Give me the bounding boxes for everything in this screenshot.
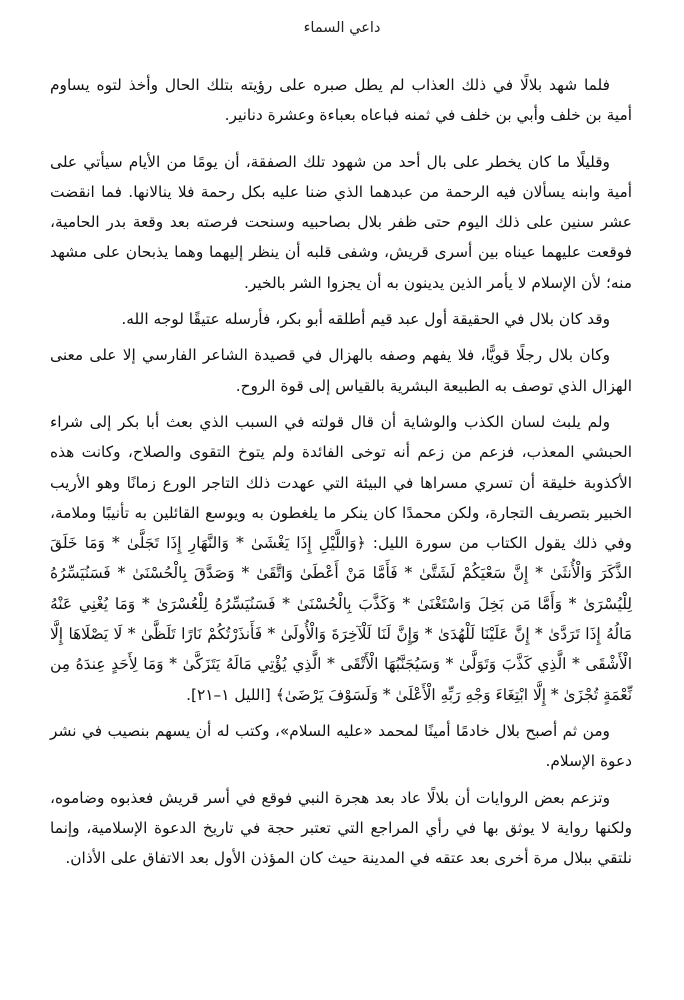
paragraph-badr: وقليلًا ما كان يخطر على بال أحد من شهود تلك الصفقة، أن يومًا من الأيام سيأتي على أمية وابنه يسألان فيه الرحمة من عبدهما الذي ضنا عليه بكل رحمة فلا ينالانها. فما انقضت عشر سنين على ذلك اليوم حتى ظفر بلال بصاحبيه وسنحت فرصته بعد وقعة بدر الحامية، فوقعت عليهما عيناه بين أسرى قريش، وشفى قلبه أن ينظر إليهما وهما يذبحان على مشهد منه؛ لأن الإسلام لا يأمر الذين يدينون به أن يجزوا الشر بالخير. — [50, 152, 632, 292]
rumor-text: ولم يلبث لسان الكذب والوشاية أن قال قولته في السبب الذي بعث أبا بكر إلى شراء الحبشي المعذب، فزعم من زعم أنه توخى الفائدة ولم يتوخ التقوى والصلاح، وكانت هذه الأكذوبة خليقة أن تسري مسراها في البيئة التي عهدت ذلك التاجر الورع زمانًا وهو الأريب الخبير بتصريف التجارة، ولكن محمدًا كان ينكر ما يلغطون به ويوسع القائلين به تأنيبًا وملامة، وفي ذلك يقول الكتاب من سورة الليل: — [50, 412, 632, 553]
paragraph-rumor — [50, 407, 632, 710]
paragraph-freed: وقد كان بلال في الحقيقة أول عبد قيم أطلقه أبو بكر، فأرسله عتيقًا لوجه الله. — [121, 310, 610, 329]
paragraph-servant: ومن ثم أصبح بلال خادمًا أمينًا لمحمد «عليه السلام»، وكتب له أن يسهم بنصيب في نشر دعوة الإسلام. — [50, 721, 632, 771]
paragraph-narrations: وتزعم بعض الروايات أن بلالًا عاد بعد هجرة النبي فوقع في أسر قريش فعذبوه وضاموه، ولكنها رواية لا يوثق بها في رأي المراجع التي تعتبر حجة في تاريخ الدعوة الإسلامية، وإنما نلتقي ببلال مرة أخرى بعد عتقه في المدينة حيث كان المؤذن الأول بعد الاتفاق على الأذان. — [50, 788, 632, 868]
quran-reference: [الليل ١–٢١]. — [186, 685, 271, 704]
quran-quote: ﴿وَاللَّيْلِ إِذَا يَغْشَىٰ * وَالنَّهَارِ إِذَا تَجَلَّىٰ * وَمَا خَلَقَ الذَّكَرَ وَالْأُنثَىٰ * إِنَّ سَعْيَكُمْ لَشَتَّىٰ * فَأَمَّا مَنْ أَعْطَىٰ وَاتَّقَىٰ * وَصَدَّقَ بِالْحُسْنَىٰ * فَسَنُيَسِّرُهُ لِلْيُسْرَىٰ * وَأَمَّا مَن بَخِلَ وَاسْتَغْنَىٰ * وَكَذَّبَ بِالْحُسْنَىٰ * فَسَنُيَسِّرُهُ لِلْعُسْرَىٰ * وَمَا يُغْنِي عَنْهُ مَالُهُ إِذَا تَرَدَّىٰ * إِنَّ عَلَيْنَا لَلْهُدَىٰ * وَإِنَّ لَنَا لَلْآخِرَةَ وَالْأُولَىٰ * فَأَنذَرْتُكُمْ نَارًا تَلَظَّىٰ * لَا يَصْلَاهَا إِلَّا الْأَشْقَى * الَّذِي كَذَّبَ وَتَوَلَّىٰ * وَسَيُجَنَّبُهَا الْأَتْقَى * الَّذِي يُؤْتِي مَالَهُ يَتَزَكَّىٰ * وَمَا لِأَحَدٍ عِندَهُ مِن نِّعْمَةٍ تُجْزَىٰ * إِلَّا ابْتِغَاءَ وَجْهِ رَبِّهِ الْأَعْلَىٰ * وَلَسَوْفَ يَرْضَىٰ﴾ — [50, 534, 632, 704]
paragraph-strength: وكان بلال رجلًا قويًّا، فلا يفهم وصفه بالهزال في قصيدة الشاعر الفارسي إلا على معنى الهزال الذي توصف به الطبيعة البشرية بالقياس إلى قوة الروح. — [50, 346, 632, 395]
body-text — [50, 70, 632, 873]
running-title: داعي السماء — [303, 20, 381, 36]
paragraph-sale: فلما شهد بلالًا في ذلك العذاب لم يطل صبره على رؤيته بتلك الحال وأخذ لتوه يساوم أمية بن خلف وأبي بن خلف في ثمنه فباعاه بعباءة وعشرة دنانير. — [50, 76, 632, 125]
